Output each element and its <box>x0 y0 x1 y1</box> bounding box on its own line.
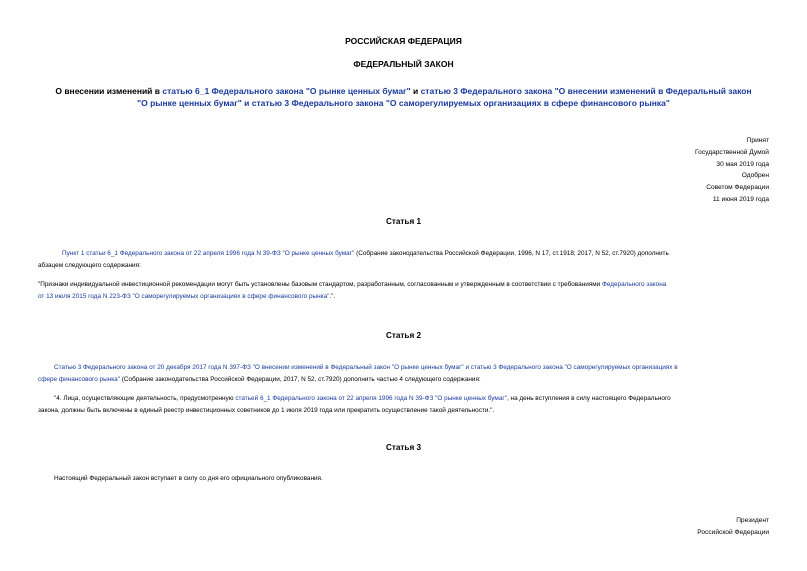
article-1-paragraph-1 <box>38 248 770 271</box>
duma-date: 30 мая 2019 года <box>716 160 769 168</box>
accepted-label: Принят <box>746 137 769 144</box>
article-2-text-1: (Собрание законодательства Российской Федерации, 2017, N 52, ст.7920) дополнить частью 4 следующего содержания: <box>120 375 481 383</box>
adoption-block <box>695 135 769 206</box>
article-2-quote-start: "4. Лица, осуществляющие деятельность, предусмотренную <box>54 395 236 402</box>
article-1-text-2: абзацем следующего содержания: <box>38 261 141 269</box>
article-1-heading: Статья 1 <box>385 217 422 226</box>
signature-country: Российской Федерации <box>697 528 769 536</box>
article-3-heading: Статья 3 <box>385 443 422 452</box>
article-1-quote-text: "Признаки индивидуальной инвестиционной рекомендации могут быть установлены базовым стандартом, разработанным, согласованным и утвержденным в соответствии с требованиями <box>38 281 602 288</box>
country-heading: РОССИЙСКАЯ ФЕДЕРАЦИЯ <box>345 36 462 46</box>
approved-label: Одобрен <box>741 172 769 180</box>
article-2-link-article-6-1[interactable]: статьей 6_1 Федерального закона от 22 апреля 1996 года N 39-ФЗ "О рынке ценных бумаг" <box>235 395 507 402</box>
article-2-heading: Статья 2 <box>385 331 422 340</box>
article-2-paragraph-1 <box>38 362 770 385</box>
article-1-paragraph-2 <box>38 279 770 302</box>
article-1-link-clause[interactable]: Пункт 1 статьи 6_1 Федерального закона от 22 апреля 1996 года N 39-ФЗ "О рынке ценных бумаг" <box>62 250 355 257</box>
title-text-1: О внесении изменений в <box>55 86 163 96</box>
article-2-paragraph-2 <box>38 393 770 416</box>
signature-title: Президент <box>736 517 769 524</box>
article-1-link-law-223-end[interactable]: от 13 июля 2015 года N 223-ФЗ "О саморегулируемых организациях в сфере финансового рынка" <box>38 292 330 300</box>
article-1-link-law-223-start[interactable]: Федерального закона <box>601 281 667 288</box>
article-2-link-law-397-start[interactable]: Статью 3 Федерального закона от 20 декабря 2017 года N 397-ФЗ "О внесении изменений в Федеральный закон "О рынке ценных бумаг" и статью 3 Федерального закона "О саморегулируемых организациях в <box>54 364 678 371</box>
title-text-2: и <box>410 86 421 96</box>
council-date: 11 июня 2019 года <box>712 195 769 203</box>
article-3-paragraph: Настоящий Федеральный закон вступает в силу со дня его официального опубликования. <box>54 475 323 482</box>
article-1-quote-tail: .". <box>329 292 336 300</box>
article-1-text-1: (Собрание законодательства Российской Федерации, 1996, N 17, ст.1918; 2017, N 52, ст.7920) дополнить <box>354 250 669 257</box>
article-2-quote-mid: , на день вступления в силу настоящего Федерального <box>506 395 671 402</box>
duma-label: Государственной Думой <box>695 148 769 156</box>
law-title-line-2 <box>0 97 807 109</box>
doc-type-heading: ФЕДЕРАЛЬНЫЙ ЗАКОН <box>353 59 454 69</box>
council-label: Советом Федерации <box>706 184 769 192</box>
title-link-article-3-end[interactable]: "О рынке ценных бумаг" и статью 3 Федерального закона "О саморегулируемых организациях в сфере финансового рынка" <box>137 98 670 108</box>
article-2-link-law-397-end[interactable]: сфере финансового рынка" <box>38 375 120 383</box>
signature-block <box>697 515 769 539</box>
title-link-article-6-1[interactable]: статью 6_1 Федерального закона "О рынке ценных бумаг" <box>162 86 411 96</box>
law-title-line-1 <box>0 85 807 97</box>
article-2-quote-end: закона, должны быть включены в единый реестр инвестиционных советников до 1 июля 2019 года или прекратить осуществление такой деятельности.". <box>38 406 495 414</box>
law-title <box>0 85 807 109</box>
title-link-article-3-start[interactable]: статью 3 Федерального закона "О внесении изменений в Федеральный закон <box>420 86 752 96</box>
